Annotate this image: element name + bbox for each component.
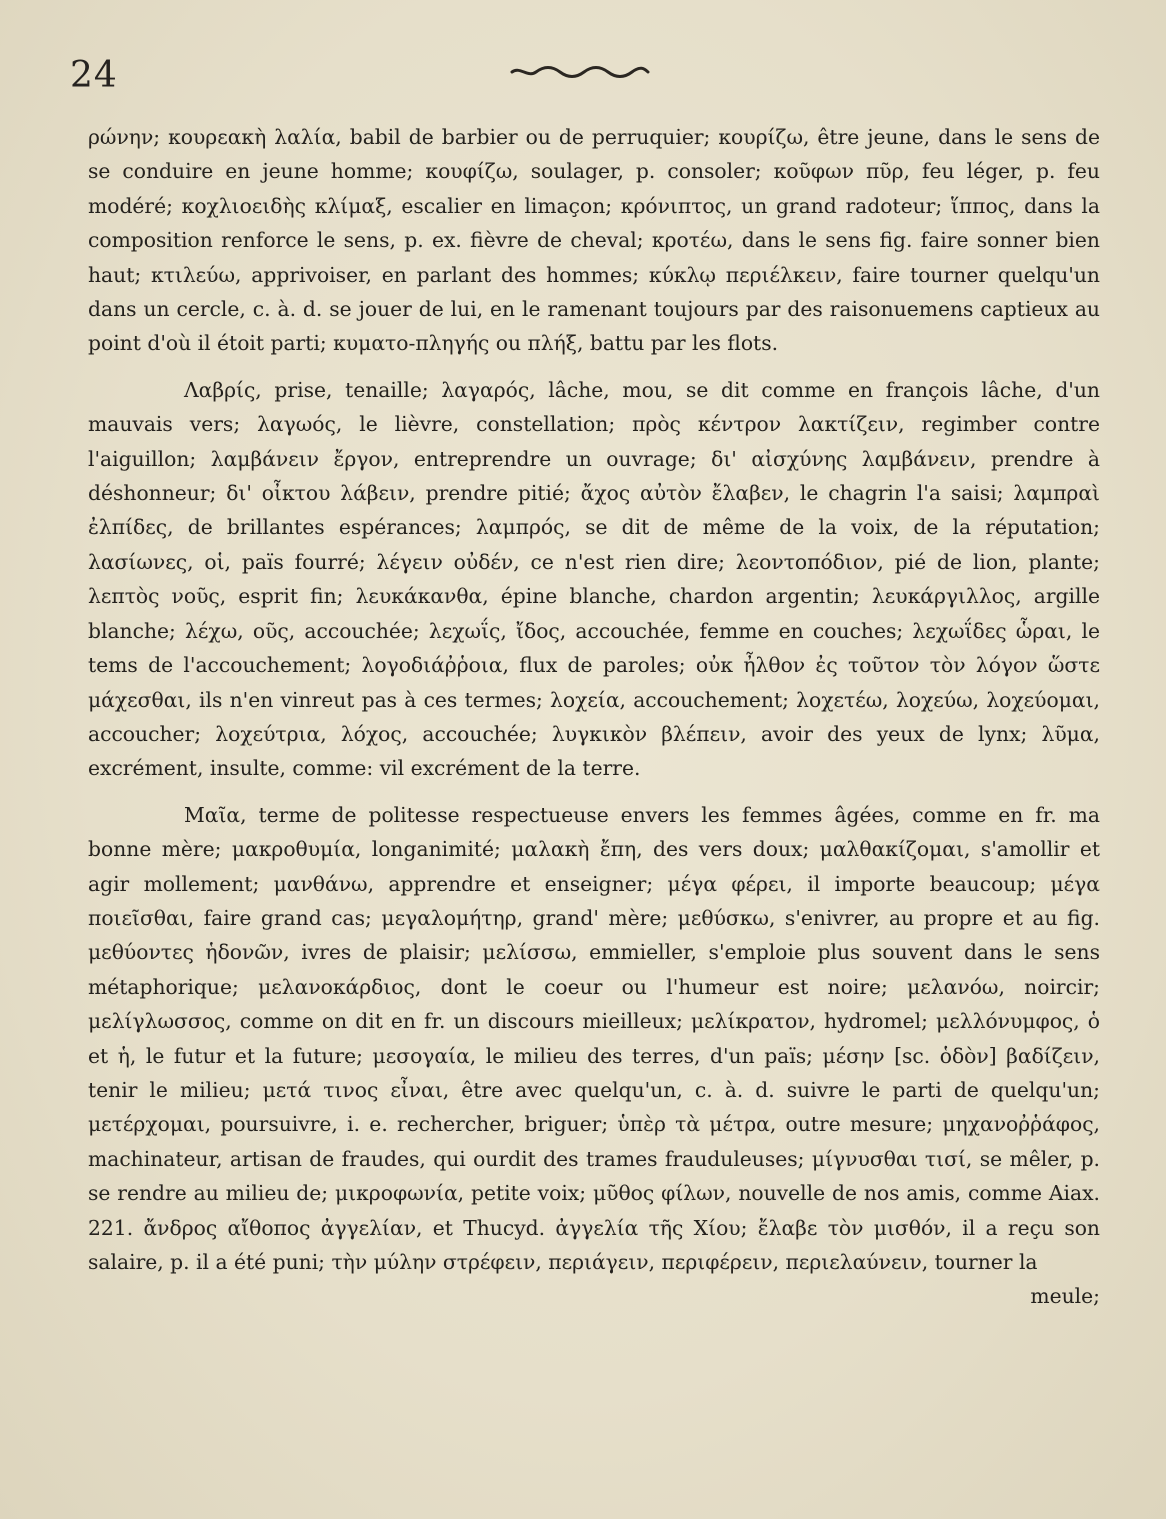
paragraph-mu-last-line: meule; xyxy=(1030,1284,1100,1309)
page-number: 24 xyxy=(70,55,118,96)
paragraph-lambda: Λαβρίς, prise, tenaille; λαγαρός, lâche, mou, se dit comme en françois lâche, d'un mauvais vers; λαγωός, le lièvre, constellation; πρὸς κέντρον λακτίζειν, regimber contre l'aiguillon; λαμβάνειν ἔργον, entreprendre un ouvrage; δι' αἰσχύνης λαμβάνειν, prendre à déshonneur; δι' οἶκτου λάβειν, prendre pitié; ἄχος αὐτὸν ἔλαβεν, le chagrin l'a saisi; λαμπραὶ ἐλπίδες, de brillantes espérances; λαμπρός, se dit de même de la voix, de la réputation; λασίωνες, οἱ, païs fourré; λέγειν οὐδέν, ce n'est rien dire; λεοντοπόδιον, pié de lion, plante; λεπτὸς νοῦς, esprit fin; λευκάκανθα, épine blanche, chardon argentin; λευκάργιλλος, argille blanche; λέχω, οῦς, accouchée; λεχωΐς, ἴδος, accouchée, femme en couches; λεχωΐδες ὧραι, le tems de l'accouchement; λογοδιάῤῥοια, flux de paroles; οὐκ ἦλθον ἐς τοῦτον τὸν λόγον ὥστε μάχεσθαι, ils n'en vinreut pas à ces termes; λοχεία, accouchement; λοχετέω, λοχεύω, λοχεύομαι, accoucher; λοχεύτρια, λόχος, accouchée; λυγκικὸν βλέπειν, avoir des yeux de lynx; λῦμα, excrément, insulte, comme: vil excrément de la terre. xyxy=(88,377,1100,781)
paragraph-mu-body: Μαῖα, terme de politesse respectueuse envers les femmes âgées, comme en fr. ma bonne mère; μακροθυμία, longanimité; μαλακὴ ἔπη, des vers doux; μαλθακίζομαι, s'amollir et agir mollement; μανθάνω, apprendre et enseigner; μέγα φέρει, il importe beaucoup; μέγα ποιεῖσθαι, faire grand cas; μεγαλομήτηρ, grand' mère; μεθύσκω, s'enivrer, au propre et au fig. μεθύοντες ἡδονῶν, ivres de plaisir; μελίσσω, emmieller, s'emploie plus souvent dans le sens métaphorique; μελανοκάρδιος, dont le coeur ou l'humeur est noire; μελανόω, noircir; μελίγλωσσος, comme on dit en fr. un discours mieilleux; μελίκρατον, hydromel; μελλόνυμφος, ὁ et ἡ, le futur et la future; μεσογαία, le milieu des terres, d'un païs; μέσην [sc. ὁδὸν] βαδίζειν, tenir le milieu; μετά τινος εἶναι, être avec quelqu'un, c. à. d. suivre le parti de quelqu'un; μετέρχομαι, poursuivre, i. e. rechercher, briguer; ὑπὲρ τὰ μέτρα, outre mesure; μηχανοῤῥάφος, machinateur, artisan de fraudes, qui ourdit des trames frauduleuses; μίγνυσθαι τισί, se mêler, p. se rendre au milieu de; μικροφωνία, petite voix; μῦθος φίλων, nouvelle de nos amis, comme Aiax. 221. ἄνδρος αἴθοπος ἀγγελίαν, et Thucyd. ἀγγελία τῆς Χίου; ἔλαβε τὸν μισθόν, il a reçu son salaire, p. il a été puni; τὴν μύλην στρέφειν, περιάγειν, περιφέρειν, περιελαύνειν, tourner la xyxy=(88,802,1100,1274)
header-ornament-icon xyxy=(510,60,650,84)
dictionary-text xyxy=(88,120,1100,1314)
paragraph-mu xyxy=(88,798,1100,1314)
paragraph-kappa-continuation: ρώνην; κουρεακὴ λαλία, babil de barbier ou de perruquier; κουρίζω, être jeune, dans le sens de se conduire en jeune homme; κουφίζω, soulager, p. consoler; κοῦφων πῦρ, feu léger, p. feu modéré; κοχλιοειδὴς κλίμαξ, escalier en limaçon; κρόνιπτος, un grand radoteur; ἵππος, dans la composition renforce le sens, p. ex. fièvre de cheval; κροτέω, dans le sens fig. faire sonner bien haut; κτιλεύω, apprivoiser, en parlant des hommes; κύκλῳ περιέλκειν, faire tourner quelqu'un dans un cercle, c. à. d. se jouer de lui, en le ramenant toujours par des raisonuemens captieux au point d'où il étoit parti; κυματο-πληγής ou πλήξ, battu par les flots. xyxy=(88,125,1100,356)
